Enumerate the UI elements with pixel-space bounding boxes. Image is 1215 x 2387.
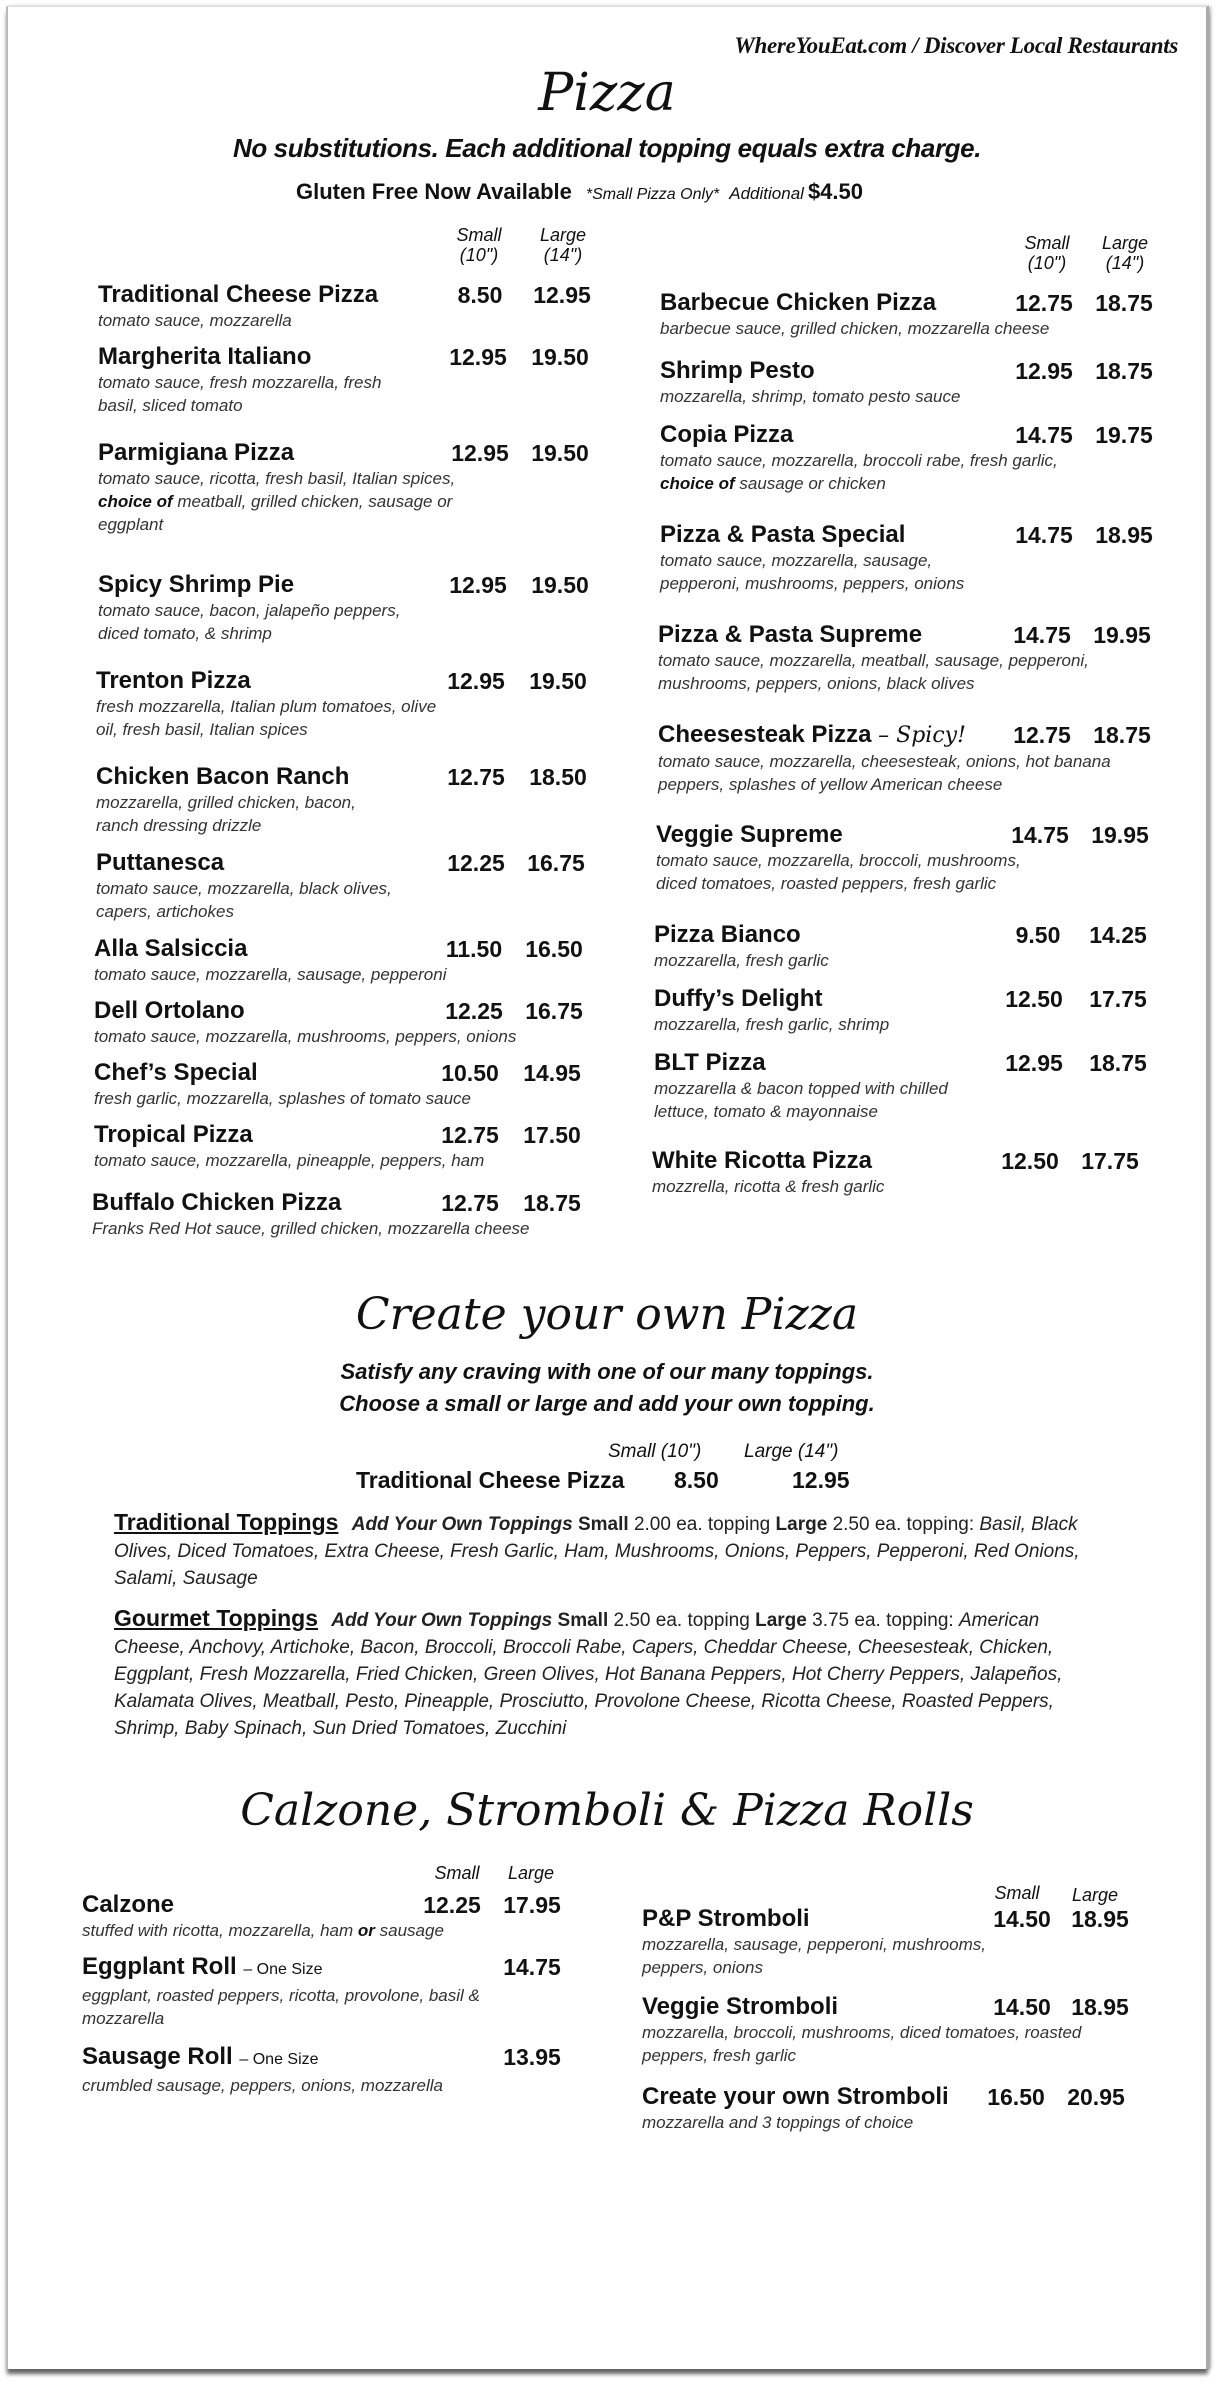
one-size-tag: – One Size xyxy=(239,2051,319,2068)
item-name: Calzone xyxy=(82,1891,175,1918)
price-large: 19.95 xyxy=(1091,822,1149,848)
item-name: Spicy Shrimp Pie xyxy=(98,571,295,598)
price-large: 16.50 xyxy=(525,936,583,962)
menu-item xyxy=(96,763,636,837)
traditional-toppings-list: Basil, Black Olives, Diced Tomatoes, Extra Cheese, Fresh Garlic, Ham, Mushrooms, Onions, Peppers, Pepperoni, Red Onions, Salami, Sausage xyxy=(114,1514,1080,1589)
item-name: Barbecue Chicken Pizza xyxy=(660,289,937,316)
price-small: 12.25 xyxy=(445,998,503,1024)
price-small: 14.50 xyxy=(993,1994,1051,2020)
small-label: Small xyxy=(557,1610,609,1631)
item-description: tomato sauce, ricotta, fresh basil, Italian spices, xyxy=(98,469,456,488)
large-topping-price: 3.75 ea. topping: xyxy=(812,1610,954,1631)
price-large: 18.75 xyxy=(1089,1050,1147,1076)
price-large: 17.75 xyxy=(1081,1148,1139,1174)
size-header-small-right xyxy=(1012,233,1082,273)
item-description: mozzarella, fresh garlic xyxy=(654,951,829,970)
price-large: 18.95 xyxy=(1095,522,1153,548)
price-small: 12.75 xyxy=(1013,722,1071,748)
large-topping-price: 2.50 ea. topping: xyxy=(832,1514,975,1535)
one-size-tag: – One Size xyxy=(243,1961,323,1978)
menu-item xyxy=(94,1121,634,1172)
item-description-options: sausage or chicken xyxy=(739,474,886,493)
menu-item xyxy=(92,1189,632,1240)
base-price-small: 8.50 xyxy=(674,1467,719,1493)
price-small: 12.75 xyxy=(441,1190,499,1216)
item-description: tomato sauce, mozzarella, broccoli rabe, fresh garlic, xyxy=(660,451,1058,470)
item-name: Alla Salsiccia xyxy=(94,935,248,962)
price-small: 12.50 xyxy=(1001,1148,1059,1174)
item-name: Chef’s Special xyxy=(94,1059,258,1086)
traditional-toppings xyxy=(114,1509,1104,1592)
menu-item xyxy=(660,421,1200,495)
item-description: mozzarella, shrimp, tomato pesto sauce xyxy=(660,387,961,406)
item-name: Pizza & Pasta Supreme xyxy=(658,621,923,648)
size-header-large-left xyxy=(528,225,598,265)
item-description: tomato sauce, mozzarella, pineapple, peppers, ham xyxy=(94,1151,485,1170)
traditional-toppings-heading: Traditional Toppings xyxy=(114,1509,339,1535)
price-large: 20.95 xyxy=(1067,2084,1125,2110)
menu-item xyxy=(96,849,636,923)
item-description: mozzarella and 3 toppings of choice xyxy=(642,2113,914,2132)
item-name: Parmigiana Pizza xyxy=(98,439,295,466)
menu-item xyxy=(658,721,1198,796)
menu-item xyxy=(98,571,638,645)
menu-item xyxy=(660,357,1200,408)
item-description: tomato sauce, fresh mozzarella, fresh basil, sliced tomato xyxy=(98,373,382,415)
menu-item xyxy=(642,2083,1182,2134)
menu-item xyxy=(94,935,634,986)
add-own-toppings-label: Add Your Own Toppings xyxy=(351,1514,573,1535)
create-large-header: Large (14") xyxy=(744,1441,839,1462)
price-large: 17.50 xyxy=(523,1122,581,1148)
small-topping-price: 2.50 ea. topping xyxy=(613,1610,750,1631)
create-base-row xyxy=(356,1467,850,1494)
price-large: 19.50 xyxy=(531,572,589,598)
item-name: P&P Stromboli xyxy=(642,1905,810,1932)
create-your-own-title: Create your own Pizza xyxy=(355,1289,859,1340)
item-description: tomato sauce, bacon, jalapeño peppers, diced tomato, & shrimp xyxy=(98,601,401,643)
item-description: barbecue sauce, grilled chicken, mozzarella cheese xyxy=(660,319,1050,338)
menu-item xyxy=(642,1993,1182,2067)
item-name: Trenton Pizza xyxy=(96,667,251,694)
size-header-small-left xyxy=(444,225,514,265)
price-small: 12.75 xyxy=(447,764,505,790)
menu-item xyxy=(94,997,634,1048)
gluten-free-restriction: *Small Pizza Only* xyxy=(585,186,720,203)
price-small: 14.75 xyxy=(1015,422,1073,448)
size-label: Large xyxy=(1101,233,1149,253)
price-small: 12.95 xyxy=(447,668,505,694)
item-name: Veggie Stromboli xyxy=(642,1993,839,2020)
price-large: 19.95 xyxy=(1093,622,1151,648)
menu-item xyxy=(660,289,1200,340)
base-name: Traditional Cheese Pizza xyxy=(356,1467,625,1493)
price-large: 18.95 xyxy=(1071,1994,1129,2020)
gluten-free-price: $4.50 xyxy=(807,179,863,204)
item-description: mozzarella, broccoli, mushrooms, diced tomatoes, roasted peppers, fresh garlic xyxy=(642,2023,1082,2065)
item-description: crumbled sausage, peppers, onions, mozzarella xyxy=(82,2076,443,2095)
large-label: Large xyxy=(775,1514,828,1535)
item-name: Pizza Bianco xyxy=(654,921,801,948)
price-large: 18.75 xyxy=(1095,290,1153,316)
price-large: 16.75 xyxy=(525,998,583,1024)
item-description-options: sausage xyxy=(379,1921,444,1940)
item-description: tomato sauce, mozzarella xyxy=(98,311,292,330)
gluten-free-note xyxy=(296,179,863,205)
price-small: 14.75 xyxy=(1011,822,1069,848)
size-inches: (10") xyxy=(1027,253,1067,273)
menu-item xyxy=(656,821,1196,895)
menu-item xyxy=(98,281,638,332)
price-large: 16.75 xyxy=(527,850,585,876)
gluten-free-label: Gluten Free Now Available xyxy=(296,179,572,204)
item-name: Puttanesca xyxy=(96,849,225,876)
price-small: 12.95 xyxy=(1005,1050,1063,1076)
item-name: Traditional Cheese Pizza xyxy=(98,281,379,308)
price-large: 17.95 xyxy=(503,1892,561,1918)
menu-item xyxy=(652,1147,1192,1198)
item-name: Create your own Stromboli xyxy=(642,2083,949,2110)
menu-item xyxy=(82,1891,622,1942)
stromboli-small-header: Small xyxy=(994,1883,1040,1903)
size-inches: (10") xyxy=(459,245,499,265)
price-small: 14.50 xyxy=(993,1906,1051,1932)
item-name: Buffalo Chicken Pizza xyxy=(92,1189,342,1216)
price-large: 19.50 xyxy=(531,440,589,466)
price-large: 18.95 xyxy=(1071,1906,1129,1932)
small-label: Small xyxy=(577,1514,629,1535)
item-description: tomato sauce, mozzarella, cheesesteak, onions, hot banana peppers, splashes of yellow American cheese xyxy=(658,752,1111,794)
small-topping-price: 2.00 ea. topping xyxy=(633,1514,771,1535)
size-label: Small xyxy=(456,225,502,245)
item-description: mozzarella, fresh garlic, shrimp xyxy=(654,1015,890,1034)
create-subtitle-2: Choose a small or large and add your own topping. xyxy=(339,1391,875,1416)
item-name: Copia Pizza xyxy=(660,421,794,448)
item-name: Cheesesteak Pizza xyxy=(658,721,872,748)
menu-item xyxy=(642,1905,1182,1979)
stromboli-large-header: Large xyxy=(1071,1885,1119,1905)
calzone-small-header: Small xyxy=(434,1863,480,1883)
price-large: 19.50 xyxy=(529,668,587,694)
price-small: 11.50 xyxy=(445,936,503,962)
large-label: Large xyxy=(755,1610,807,1631)
price-large: 12.95 xyxy=(533,282,591,308)
price-small: 12.50 xyxy=(1005,986,1063,1012)
item-description: fresh garlic, mozzarella, splashes of tomato sauce xyxy=(94,1089,472,1108)
size-label: Large xyxy=(539,225,587,245)
price-large: 18.75 xyxy=(1095,358,1153,384)
item-description: mozzarella, sausage, pepperoni, mushrooms, peppers, onions xyxy=(642,1935,986,1977)
price-large: 19.50 xyxy=(531,344,589,370)
price-large: 17.75 xyxy=(1089,986,1147,1012)
item-name: Tropical Pizza xyxy=(94,1121,253,1148)
item-description: tomato sauce, mozzarella, sausage, pepperoni, mushrooms, peppers, onions xyxy=(660,551,965,593)
item-name: Dell Ortolano xyxy=(94,997,245,1024)
item-name: Veggie Supreme xyxy=(656,821,843,848)
item-name: Margherita Italiano xyxy=(98,343,312,370)
price-small: 12.75 xyxy=(441,1122,499,1148)
menu-item xyxy=(94,1059,634,1110)
price-large: 18.75 xyxy=(1093,722,1151,748)
gourmet-toppings xyxy=(114,1605,1104,1742)
create-small-header: Small (10") xyxy=(608,1441,702,1462)
menu-item xyxy=(654,1049,1194,1123)
gluten-free-additional-label: Additional xyxy=(729,184,804,203)
item-name: Pizza & Pasta Special xyxy=(660,521,906,548)
size-header-large-right xyxy=(1090,233,1160,273)
item-description-options: meatball, grilled chicken, sausage or eggplant xyxy=(98,492,453,534)
item-description: stuffed with ricotta, mozzarella, ham xyxy=(82,1921,354,1940)
price-small: 14.75 xyxy=(1013,622,1071,648)
site-watermark[interactable]: WhereYouEat.com / Discover Local Restaurants xyxy=(734,33,1178,58)
price-one-size: 13.95 xyxy=(503,2044,561,2070)
size-inches: (14") xyxy=(1105,253,1145,273)
menu-item xyxy=(658,621,1198,695)
price-small: 16.50 xyxy=(987,2084,1045,2110)
price-small: 10.50 xyxy=(441,1060,499,1086)
item-name: Duffy’s Delight xyxy=(654,985,823,1012)
item-description: Franks Red Hot sauce, grilled chicken, mozzarella cheese xyxy=(92,1219,530,1238)
price-large: 19.75 xyxy=(1095,422,1153,448)
price-small: 12.25 xyxy=(423,1892,481,1918)
item-name: BLT Pizza xyxy=(654,1049,766,1076)
menu-item xyxy=(96,667,636,741)
item-name: White Ricotta Pizza xyxy=(652,1147,873,1174)
item-description: mozzarella, grilled chicken, bacon, ranch dressing drizzle xyxy=(96,793,356,835)
calzone-section-title: Calzone, Stromboli & Pizza Rolls xyxy=(240,1785,974,1836)
item-description: eggplant, roasted peppers, ricotta, provolone, basil & mozzarella xyxy=(82,1986,480,2028)
item-name: Shrimp Pesto xyxy=(660,357,815,384)
item-description: tomato sauce, mozzarella, broccoli, mushrooms, diced tomatoes, roasted peppers, fresh garlic xyxy=(656,851,1021,893)
price-small: 12.95 xyxy=(449,572,507,598)
menu-item xyxy=(98,439,638,536)
item-name: Chicken Bacon Ranch xyxy=(96,763,350,790)
size-inches: (14") xyxy=(543,245,583,265)
menu-item xyxy=(654,985,1194,1036)
price-small: 8.50 xyxy=(457,282,503,308)
create-subtitle-1: Satisfy any craving with one of our many toppings. xyxy=(340,1359,874,1384)
price-one-size: 14.75 xyxy=(503,1954,561,1980)
menu-item xyxy=(654,921,1194,972)
menu-item xyxy=(82,1953,622,2030)
price-small: 12.75 xyxy=(1015,290,1073,316)
add-own-toppings-label: Add Your Own Toppings xyxy=(331,1610,553,1631)
item-description: tomato sauce, mozzarella, sausage, pepperoni xyxy=(94,965,447,984)
item-name: Eggplant Roll xyxy=(82,1953,237,1980)
price-small: 14.75 xyxy=(1015,522,1073,548)
price-small: 9.50 xyxy=(1015,922,1061,948)
item-description: fresh mozzarella, Italian plum tomatoes, olive oil, fresh basil, Italian spices xyxy=(96,697,437,739)
price-small: 12.25 xyxy=(447,850,505,876)
item-description: mozzrella, ricotta & fresh garlic xyxy=(652,1177,885,1196)
gourmet-toppings-list: American Cheese, Anchovy, Artichoke, Bacon, Broccoli, Broccoli Rabe, Capers, Cheddar Cheese, Cheesesteak, Chicken, Eggplant, Fresh Mozzarella, Fried Chicken, Green Olives, Hot Banana Peppers, Hot Cherry Peppers, Jalapeños, Kalamata Olives, Meatball, Pesto, Pineapple, Prosciutto, Provolone Cheese, Ricotta Cheese, Roasted Peppers, Shrimp, Baby Spinach, Sun Dried Tomatoes, Zucchini xyxy=(114,1610,1063,1739)
price-large: 18.75 xyxy=(523,1190,581,1216)
price-large: 14.25 xyxy=(1089,922,1147,948)
item-description-choice: or xyxy=(357,1921,375,1940)
item-name: Sausage Roll xyxy=(82,2043,233,2070)
item-description: tomato sauce, mozzarella, meatball, sausage, pepperoni, mushrooms, peppers, onions, black olives xyxy=(658,651,1089,693)
menu-item xyxy=(98,343,638,417)
price-small: 12.95 xyxy=(451,440,509,466)
spicy-tag: – Spicy! xyxy=(878,723,966,748)
base-price-large: 12.95 xyxy=(792,1467,850,1493)
item-description-choice: choice of xyxy=(660,474,735,493)
calzone-large-header: Large xyxy=(507,1863,555,1883)
item-description: tomato sauce, mozzarella, black olives, capers, artichokes xyxy=(96,879,392,921)
price-small: 12.95 xyxy=(449,344,507,370)
menu-page xyxy=(6,6,1209,2369)
gourmet-toppings-heading: Gourmet Toppings xyxy=(114,1605,319,1631)
menu-item xyxy=(660,521,1200,595)
item-description: tomato sauce, mozzarella, mushrooms, peppers, onions xyxy=(94,1027,517,1046)
pizza-section-title: Pizza xyxy=(538,63,676,123)
item-description: mozzarella & bacon topped with chilled lettuce, tomato & mayonnaise xyxy=(654,1079,948,1121)
price-small: 12.95 xyxy=(1015,358,1073,384)
price-large: 18.50 xyxy=(529,764,587,790)
item-description-choice: choice of xyxy=(98,492,173,511)
price-large: 14.95 xyxy=(523,1060,581,1086)
pizza-subtitle: No substitutions. Each additional topping equals extra charge. xyxy=(232,133,982,163)
size-label: Small xyxy=(1024,233,1070,253)
menu-item xyxy=(82,2043,622,2097)
